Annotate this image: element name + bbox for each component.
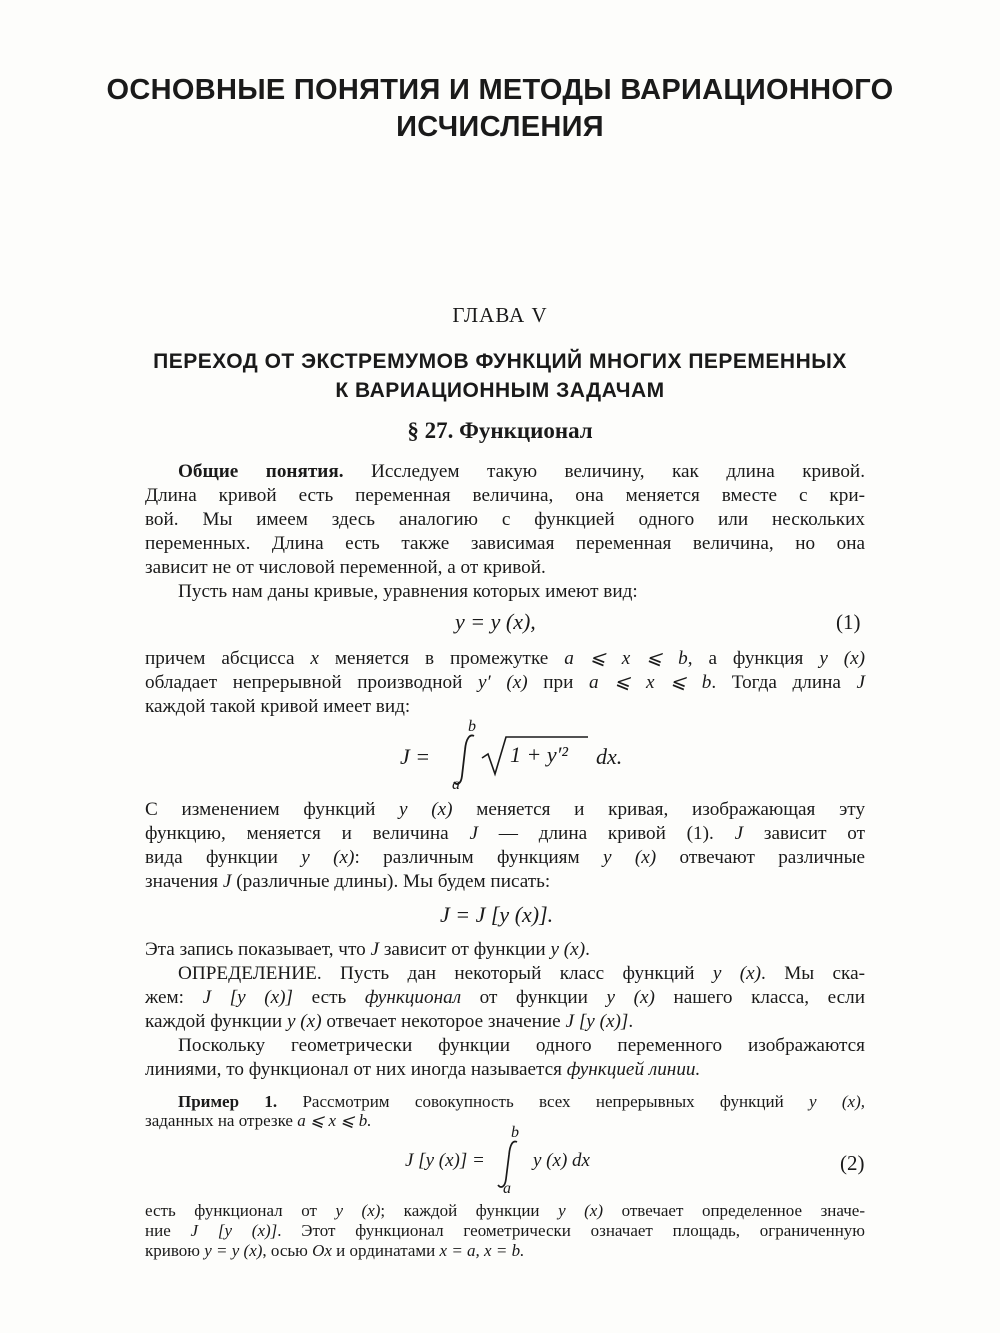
p4-line4: значения J (различные длины). Мы будем писать: bbox=[145, 871, 551, 892]
eq2-integrand: y (x) dx bbox=[533, 1150, 590, 1171]
p1-line5: зависит не от числовой переменной, а от кривой. bbox=[145, 557, 546, 578]
eq2-lhs: J [y (x)] = bbox=[405, 1150, 485, 1171]
eq2-lower: a bbox=[503, 1180, 511, 1197]
example-line2: заданных на отрезке a ⩽ x ⩽ b. bbox=[145, 1111, 372, 1130]
p4-line1: С изменением функций y (x) меняется и кривая, изображающая эту bbox=[145, 799, 866, 820]
p4-line2: функцию, меняется и величина J — длина кривой (1). J зависит от bbox=[145, 823, 866, 844]
section-title: § 27. Функционал bbox=[407, 418, 593, 443]
p4-line3: вида функции y (x): различным функциям y (x) отвечают различные bbox=[145, 847, 866, 868]
p1-line3: вой. Мы имеем здесь аналогию с функцией одного или нескольких bbox=[145, 509, 865, 530]
example-lead: Пример 1. bbox=[178, 1092, 278, 1111]
p1-line1 bbox=[178, 460, 865, 483]
p7-line2: линиями, то функционал от них иногда называется функцией линии. bbox=[145, 1059, 701, 1080]
p2-line1: Пусть нам даны кривые, уравнения которых имеют вид: bbox=[178, 581, 638, 602]
p6-line1: ОПРЕДЕЛЕНИЕ. Пусть дан некоторый класс функций y (x). Мы ска- bbox=[178, 963, 865, 984]
example-line1: Пример 1. Рассмотрим совокупность всех непрерывных функций y (x), bbox=[178, 1092, 866, 1111]
eq2-upper: b bbox=[511, 1124, 519, 1141]
eq-length-lhs: J = bbox=[400, 744, 431, 769]
equation-1-number: (1) bbox=[836, 610, 861, 634]
chapter-title-line2: К ВАРИАЦИОННЫМ ЗАДАЧАМ bbox=[335, 379, 665, 402]
p6-line2: жем: J [y (x)] есть функционал от функции y (x) нашего класса, если bbox=[145, 987, 866, 1008]
equation-2 bbox=[405, 1124, 645, 1200]
eq-length-tail: dx. bbox=[596, 744, 623, 769]
eq-length-lower: a bbox=[452, 776, 460, 793]
equation-2-number: (2) bbox=[840, 1151, 865, 1175]
p1-line2: Длина кривой есть переменная величина, она меняется вместе с кри- bbox=[145, 485, 865, 506]
p3-line2: обладает непрерывной производной y′ (x) при a ⩽ x ⩽ b. Тогда длина J bbox=[145, 672, 866, 693]
equation-length bbox=[400, 718, 660, 798]
p1-text: Исследуем такую величину, как длина кривой. bbox=[371, 461, 865, 482]
part-title-line1: ОСНОВНЫЕ ПОНЯТИЯ И МЕТОДЫ ВАРИАЦИОННОГО bbox=[106, 74, 894, 106]
p6-line3: каждой функции y (x) отвечает некоторое значение J [y (x)]. bbox=[145, 1011, 634, 1032]
eq-length-radicand: 1 + y′² bbox=[510, 742, 569, 767]
p1-line4: переменных. Длина есть также зависимая переменная величина, но она bbox=[145, 533, 865, 554]
eq-length-upper: b bbox=[468, 718, 476, 735]
chapter-label: ГЛАВА V bbox=[452, 303, 548, 327]
example-line5: кривою y = y (x), осью Ox и ординатами x = a, x = b. bbox=[145, 1241, 525, 1260]
p7-line1: Поскольку геометрически функции одного переменного изображаются bbox=[178, 1035, 865, 1056]
p3-line3: каждой такой кривой имеет вид: bbox=[145, 696, 411, 717]
p3-line1: причем абсцисса x меняется в промежутке a ⩽ x ⩽ b, а функция y (x) bbox=[145, 648, 866, 669]
chapter-title-line1: ПЕРЕХОД ОТ ЭКСТРЕМУМОВ ФУНКЦИЙ МНОГИХ ПЕРЕМЕННЫХ bbox=[153, 350, 847, 373]
example-line3: есть функционал от y (x); каждой функции y (x) отвечает определенное значе- bbox=[145, 1201, 866, 1220]
equation-1: y = y (x), bbox=[455, 609, 536, 634]
example-line4: ние J [y (x)]. Этот функционал геометрически означает площадь, ограниченную bbox=[145, 1221, 865, 1240]
p5-line1: Эта запись показывает, что J зависит от функции y (x). bbox=[145, 939, 590, 960]
p1-lead: Общие понятия. bbox=[178, 461, 344, 482]
part-title-line2: ИСЧИСЛЕНИЯ bbox=[396, 111, 604, 143]
equation-functional: J = J [y (x)]. bbox=[440, 902, 554, 927]
